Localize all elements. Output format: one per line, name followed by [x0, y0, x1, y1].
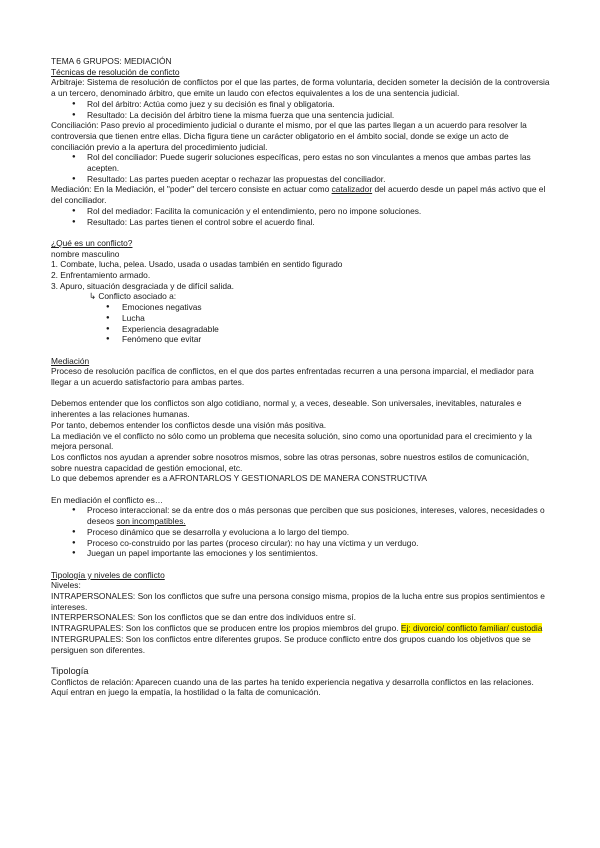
list-item: ● Resultado: Las partes pueden aceptar o rechazar las propuestas del conciliador. — [51, 174, 551, 185]
list-item: ● Rol del conciliador: Puede sugerir soluciones específicas, pero estas no son vinculantes a menos que ambas partes las acepten. — [51, 152, 551, 173]
mediacion-list — [51, 206, 551, 227]
list-item: ● Experiencia desagradable — [51, 324, 551, 335]
arbitraje-list — [51, 99, 551, 120]
list-item: ● Resultado: Las partes tienen el control sobre el acuerdo final. — [51, 217, 551, 228]
list-item: ● Rol del árbitro: Actúa como juez y su decisión es final y obligatoria. — [51, 99, 551, 110]
paragraph: Los conflictos nos ayudan a aprender sobre nosotros mismos, sobre las otras personas, sobre nuestros estilos de comunicación, sobre nuestra capacidad de gestión emocional, etc. — [51, 451, 530, 473]
paragraph-intragrupales: INTRAGRUPALES: Son los conflictos que se producen entre los propios miembros del grupo. Ej: divorcio/ conflicto familiar/ custodia — [51, 623, 543, 634]
paragraph: Por tanto, debemos entender los conflictos desde una visión más positiva. — [51, 419, 327, 430]
definition-line: 1. Combate, lucha, pelea. Usado, usada o usadas también en sentido figurado — [51, 259, 343, 270]
paragraph-conflictos-relacion: Conflictos de relación: Aparecen cuando una de las partes ha tenido experiencia negativa y desarrolla conflictos en las relaciones. Aquí entran en juego la empatía, la hostilidad o la falta de comunicación. — [51, 676, 534, 698]
definition-line: 3. Apuro, situación desgraciada y de difícil salida. — [51, 280, 234, 291]
section-heading-mediacion: Mediación — [51, 355, 90, 366]
paragraph-conciliacion: Conciliación: Paso previo al procedimiento judicial o durante el mismo, por el que las partes llegan a un acuerdo para resolver la controversia que tienen entre ellas. Dicha figura tiene un carácter obligatorio en el ámbito social, donde se exige un acto de conciliación previo a la apertura del procedimiento judicial. — [51, 120, 527, 152]
conflicto-asociado-list — [51, 302, 551, 345]
list-item: ● Emociones negativas — [51, 302, 551, 313]
definition-line: nombre masculino — [51, 248, 120, 259]
section-heading-tipologia: Tipología — [51, 665, 89, 676]
paragraph: Proceso de resolución pacífica de conflictos, en el que dos partes enfrentadas recurren a una persona imparcial, el mediador para llegar a un acuerdo satisfactorio para ambas partes. — [51, 366, 534, 388]
section-heading-que-es-conflicto: ¿Qué es un conflicto? — [51, 237, 133, 248]
paragraph-intergrupales: INTERGRUPALES: Son los conflictos entre diferentes grupos. Se produce conflicto entre dos grupos cuando los objetivos que se persiguen son diferentes. — [51, 633, 531, 655]
paragraph-mediacion-tecnica: Mediación: En la Mediación, el "poder" del tercero consiste en actuar como catalizador del acuerdo desde un papel más activo que el del conciliador. — [51, 184, 546, 206]
paragraph: Debemos entender que los conflictos son algo cotidiano, normal y, a veces, deseable. Son universales, inevitables, naturales e inherentes a las relaciones humanas. — [51, 398, 522, 420]
niveles-label: Niveles: — [51, 580, 81, 591]
list-item: ● Rol del mediador: Facilita la comunicación y el entendimiento, pero no impone soluciones. — [51, 206, 551, 217]
term-arbitraje: Arbitraje: — [51, 77, 85, 88]
list-item: ● Proceso dinámico que se desarrolla y evoluciona a lo largo del tiempo. — [51, 527, 551, 538]
doc-title: TEMA 6 GRUPOS: MEDIACIÓN — [51, 56, 172, 66]
document-page — [51, 56, 551, 698]
paragraph-arbitraje: Arbitraje: Sistema de resolución de conflictos por el que las partes, de forma voluntaria, deciden someter la decisión de la controversia a un tercero, denominado árbitro, que emite un laudo con efectos equivalentes a los de una sentencia judicial. — [51, 77, 550, 99]
definition-line: 2. Enfrentamiento armado. — [51, 270, 151, 281]
list-item: ● Juegan un papel importante las emociones y los sentimientos. — [51, 548, 551, 559]
list-item: ● Fenómeno que evitar — [51, 334, 551, 345]
catalizador-link[interactable]: catalizador — [331, 184, 373, 195]
highlighted-example: Ej: divorcio/ conflicto familiar/ custodia — [400, 623, 543, 634]
list-item: ● Proceso interaccional: se da entre dos o más personas que perciben que sus posiciones, intereses, valores, necesidades o deseos son incompatibles. — [51, 505, 551, 526]
conciliacion-list — [51, 152, 551, 184]
list-item: ● Lucha — [51, 313, 551, 324]
paragraph: La mediación ve el conflicto no sólo como un problema que necesita solución, sino como una oportunidad para el crecimiento y la mejora personal. — [51, 430, 532, 452]
section-heading-tipologia-niveles: Tipología y niveles de conflicto — [51, 569, 165, 580]
conflicto-asociado-line: ↳ Conflicto asociado a: — [89, 291, 177, 302]
section-heading-tecnicas: Técnicas de resolución de conficto — [51, 66, 180, 77]
paragraph-interpersonales: INTERPERSONALES: Son los conflictos que se dan entre dos individuos entre sí. — [51, 612, 356, 623]
list-item: ● Resultado: La decisión del árbitro tiene la misma fuerza que una sentencia judicial. — [51, 110, 551, 121]
conflicto-mediacion-list — [51, 505, 551, 559]
paragraph: En mediación el conflicto es… — [51, 494, 164, 505]
paragraph-intrapersonales: INTRAPERSONALES: Son los conflictos que sufre una persona consigo misma, propios de la lucha entre sus propios sentimientos e intereses. — [51, 591, 545, 612]
list-item: ● Proceso co-construido por las partes (proceso circular): no hay una víctima y un verdugo. — [51, 538, 551, 549]
paragraph: Lo que debemos aprender es a AFRONTARLOS Y GESTIONARLOS DE MANERA CONSTRUCTIVA — [51, 473, 427, 484]
